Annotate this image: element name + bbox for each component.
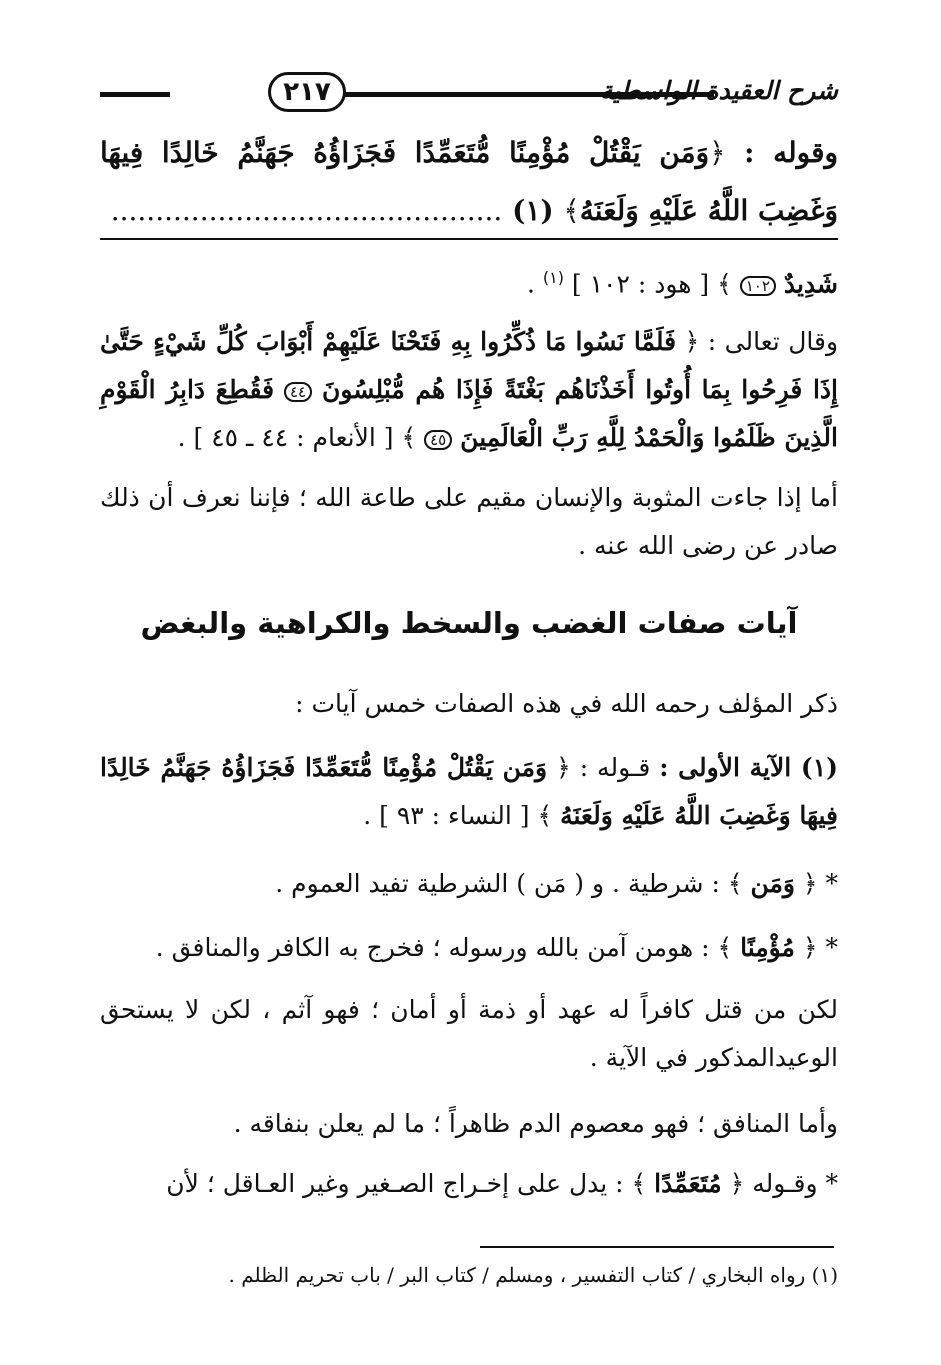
quote-close-bracket: ﴾ [563, 194, 580, 227]
carry-end: . [526, 269, 535, 299]
note-muminan [100, 924, 838, 972]
note-mutaammid [100, 1160, 838, 1208]
top-quote-dots: ............................................ [110, 194, 503, 227]
section-heading: آيات صفات الغضب والسخط والكراهية والبغض [140, 606, 798, 640]
anam-open-bracket: ﴿ [684, 327, 700, 356]
note-open-bracket: ﴿ [802, 933, 818, 962]
page-header [100, 72, 838, 118]
note-open-bracket: ﴿ [729, 1169, 745, 1198]
anam-verse-part2: فَقُطِعَ دَابِرُ الْقَوْمِ الَّذِينَ ظَلَمُوا وَالْحَمْدُ لِلَّهِ رَبِّ الْعَالَمِينَ [100, 375, 838, 452]
note-close-bracket: ﴾ [727, 869, 743, 898]
note-text: : هومن آمن بالله ورسوله ؛ فخرج به الكافر والمنافق . [155, 933, 710, 962]
running-title: شرح العقيدة الواسطية [599, 76, 838, 105]
section-separator [100, 238, 838, 240]
paragraph-kafir [100, 986, 838, 1082]
note-word: وَمَن [750, 869, 795, 898]
section-intro [100, 680, 838, 728]
note-star: * [825, 869, 838, 898]
anam-verse-part1: فَلَمَّا نَسُوا مَا ذُكِّرُوا بِهِ فَتَحْنَا عَلَيْهِمْ أَبْوَابَ كُلِّ شَيْءٍ حَتَّىٰ إِذَا فَرِحُوا بِمَا أُوتُوا أَخَذْنَاهُم بَغْتَةً فَإِذَا هُم مُّبْلِسُونَ [100, 327, 839, 404]
carry-close-bracket: ﴾ [717, 269, 732, 299]
carry-reference: [ هود : ١٠٢ ] [571, 269, 710, 299]
top-quote [100, 124, 838, 240]
note-star: * [825, 933, 838, 962]
header-rule-left [100, 92, 170, 97]
note-star: * [825, 1169, 838, 1198]
anam-close-bracket: ﴾ [401, 423, 417, 452]
first-verse-close-bracket: ﴾ [537, 801, 553, 830]
top-quote-footnote-mark: (١) [512, 194, 554, 227]
first-verse-reference: [ النساء : ٩٣ ] . [363, 801, 530, 830]
intro-text: ذكر المؤلف رحمه الله في هذه الصفات خمس آيات : [295, 689, 838, 718]
first-verse-open-bracket: ﴿ [556, 753, 571, 782]
top-quote-verse: وَمَن يَقْتُلْ مُؤْمِنًا مُّتَعَمِّدًا فَجَزَاؤُهُ جَهَنَّمُ خَالِدًا فِيهَا وَغَضِبَ اللَّهُ عَلَيْهِ وَلَعَنَهُ [100, 136, 838, 227]
reward-text: أما إذا جاءت المثوبة والإنسان مقيم على طاعة الله ؛ فإننا نعرف أن ذلك صادر عن رضى الله عنه . [100, 483, 839, 560]
note-wa-man [100, 860, 838, 908]
note-word: مُتَعَمِّدًا [654, 1169, 722, 1198]
verse-number-badge: ١٠٢ [740, 276, 776, 296]
footnote: (١) رواه البخاري / كتاب التفسير ، ومسلم / كتاب البر / باب تحريم الظلم . [228, 1263, 838, 1287]
note-text: : شرطية . و ( مَن ) الشرطية تفيد العموم . [275, 869, 720, 898]
footnote-rule [480, 1246, 834, 1248]
first-verse [100, 744, 838, 840]
first-verse-text: وَمَن يَقْتُلْ مُؤْمِنًا مُّتَعَمِّدًا فَجَزَاؤُهُ جَهَنَّمُ خَالِدًا فِيهَا وَغَضِبَ اللَّهُ عَلَيْهِ وَلَعَنَهُ [100, 753, 838, 830]
note-open-bracket: ﴿ [802, 869, 818, 898]
top-quote-lead: وقوله : [744, 136, 839, 169]
first-verse-label: (١) الآية الأولى : [659, 753, 838, 782]
kafir-text: لكن من قتل كافراً له عهد أو ذمة أو أمان ؛ فهو آثم ، لكن لا يستحق الوعيدالمذكور في الآية . [100, 995, 838, 1072]
verse-number-45: ٤٥ [424, 430, 452, 450]
carry-line [100, 254, 838, 308]
anam-lead: وقال تعالى : [707, 327, 839, 356]
note-word: مُؤْمِنًا [740, 933, 795, 962]
note-text: : يدل على إخـراج الصـغير وغير العـاقل ؛ لأن [166, 1169, 624, 1198]
anam-reference: [ الأنعام : ٤٤ ـ ٤٥ ] . [177, 423, 394, 452]
first-verse-lead: قـوله : [579, 753, 651, 782]
quote-open-bracket: ﴿ [709, 136, 726, 169]
paragraph-munafiq [100, 1100, 838, 1148]
page-number: ٢١٧ [268, 72, 346, 112]
paragraph-reward [100, 474, 838, 570]
note-close-bracket: ﴾ [631, 1169, 647, 1198]
munafiq-text: وأما المنافق ؛ فهو معصوم الدم ظاهراً ؛ ما لم يعلن بنفاقه . [233, 1109, 838, 1138]
note-lead: وقـوله [752, 1169, 818, 1198]
carry-footnote-mark: (١) [542, 268, 564, 287]
verse-number-44: ٤٤ [284, 382, 312, 402]
paragraph-anam [100, 318, 838, 462]
carry-word: شَدِيدٌ [783, 269, 838, 299]
note-close-bracket: ﴾ [717, 933, 733, 962]
